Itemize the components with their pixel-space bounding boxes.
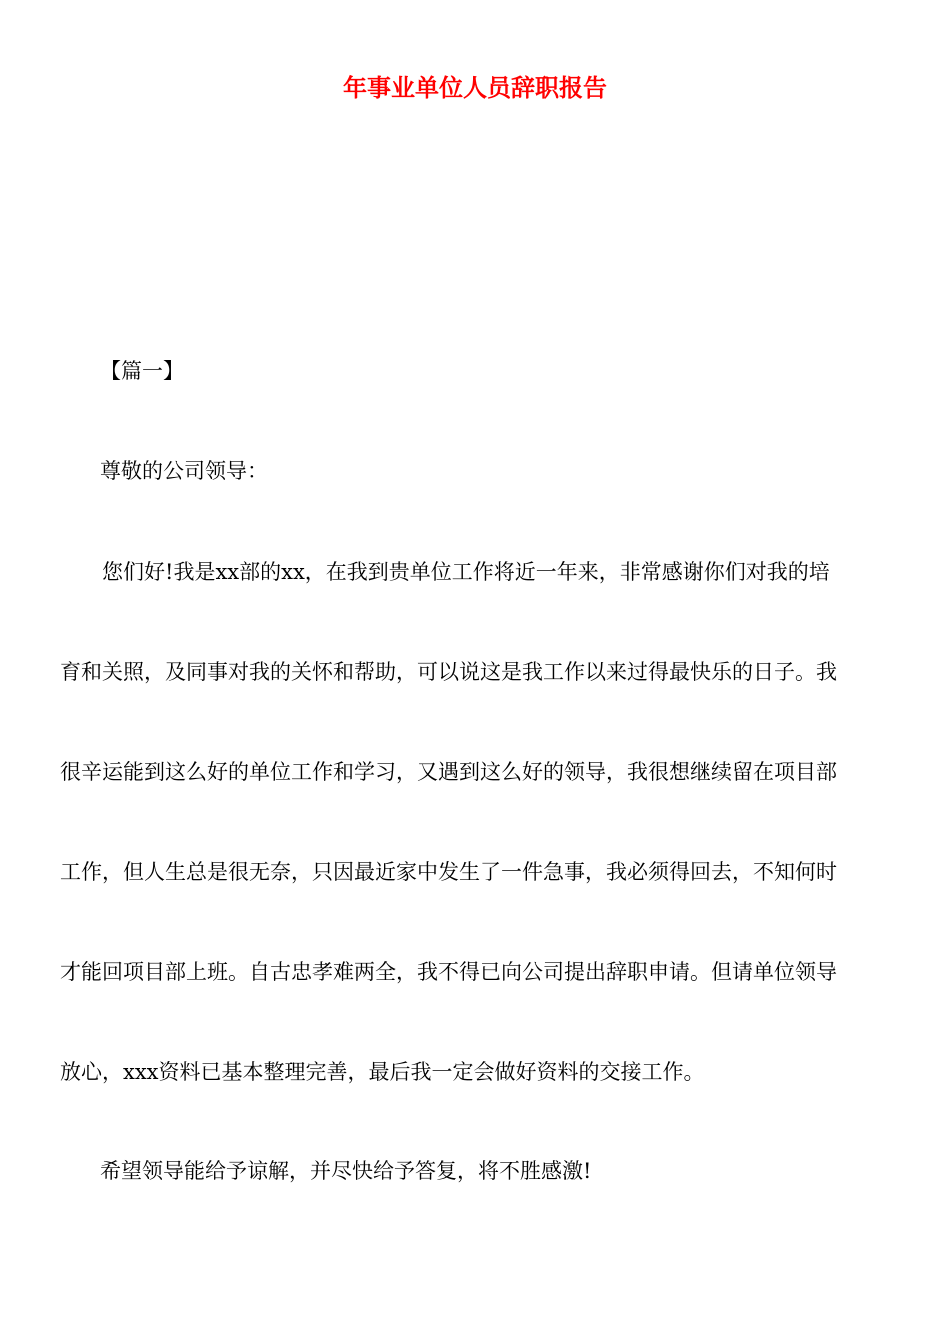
document-title: 年事业单位人员辞职报告 bbox=[343, 74, 607, 102]
section-label: 【篇一】 bbox=[100, 359, 184, 383]
paragraph-line: 育和关照，及同事对我的关怀和帮助，可以说这是我工作以来过得最快乐的日子。我 bbox=[60, 660, 837, 684]
salutation: 尊敬的公司领导： bbox=[100, 459, 268, 483]
paragraph-line: 放心，xxx资料已基本整理完善，最后我一定会做好资料的交接工作。 bbox=[60, 1060, 705, 1084]
paragraph-line: 才能回项目部上班。自古忠孝难两全，我不得已向公司提出辞职申请。但请单位领导 bbox=[60, 960, 837, 984]
paragraph-line: 工作，但人生总是很无奈，只因最近家中发生了一件急事，我必须得回去，不知何时 bbox=[60, 860, 837, 884]
closing-paragraph: 希望领导能给予谅解，并尽快给予答复，将不胜感激! bbox=[100, 1159, 592, 1183]
paragraph-line: 您们好!我是xx部的xx，在我到贵单位工作将近一年来，非常感谢你们对我的培 bbox=[102, 560, 830, 584]
main-paragraph bbox=[60, 555, 890, 1089]
paragraph-line: 很辛运能到这么好的单位工作和学习，又遇到这么好的领导，我很想继续留在项目部 bbox=[60, 760, 837, 784]
